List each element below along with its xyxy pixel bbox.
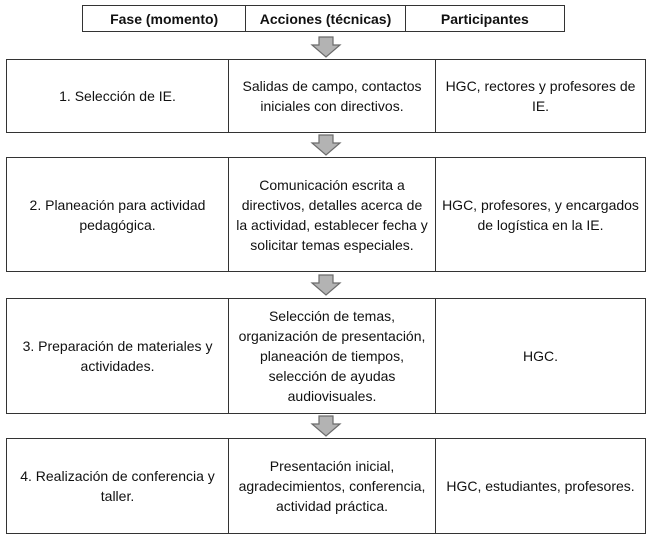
down-arrow-icon: [310, 415, 342, 437]
down-arrow-icon: [310, 134, 342, 156]
down-arrow-icon: [310, 36, 342, 58]
phase-actions: Salidas de campo, contactos iniciales con directivos.: [228, 60, 436, 132]
header-row: [82, 5, 565, 32]
phase-participants: HGC, estudiantes, profesores.: [446, 478, 635, 494]
phase-actions: Comunicación escrita a directivos, detalles acerca de la actividad, establecer fecha y solicitar temas especiales.: [228, 158, 436, 271]
phase-actions: Presentación inicial, agradecimientos, conferencia, actividad práctica.: [228, 439, 436, 533]
phase-row-2: [6, 157, 646, 272]
phase-name: 3. Preparación de materiales y actividades.: [22, 338, 213, 374]
phase-actions: Selección de temas, organización de presentación, planeación de tiempos, selección de ayudas audiovisuales.: [228, 299, 436, 413]
phase-participants: HGC, rectores y profesores de IE.: [445, 78, 636, 114]
phase-row-4: [6, 438, 646, 534]
down-arrow-icon: [310, 274, 342, 296]
header-participants: Participantes: [405, 6, 564, 31]
phase-row-3: [6, 298, 646, 414]
phase-name: 1. Selección de IE.: [59, 88, 176, 104]
header-actions: Acciones (técnicas): [245, 6, 404, 31]
phase-participants: HGC, profesores, y encargados de logística en la IE.: [442, 196, 639, 233]
header-phase: Fase (momento): [110, 10, 219, 27]
phase-row-1: [6, 59, 646, 133]
phase-participants: HGC.: [523, 348, 558, 364]
phase-name: 2. Planeación para actividad pedagógica.: [29, 196, 206, 233]
phase-name: 4. Realización de conferencia y taller.: [20, 468, 215, 504]
